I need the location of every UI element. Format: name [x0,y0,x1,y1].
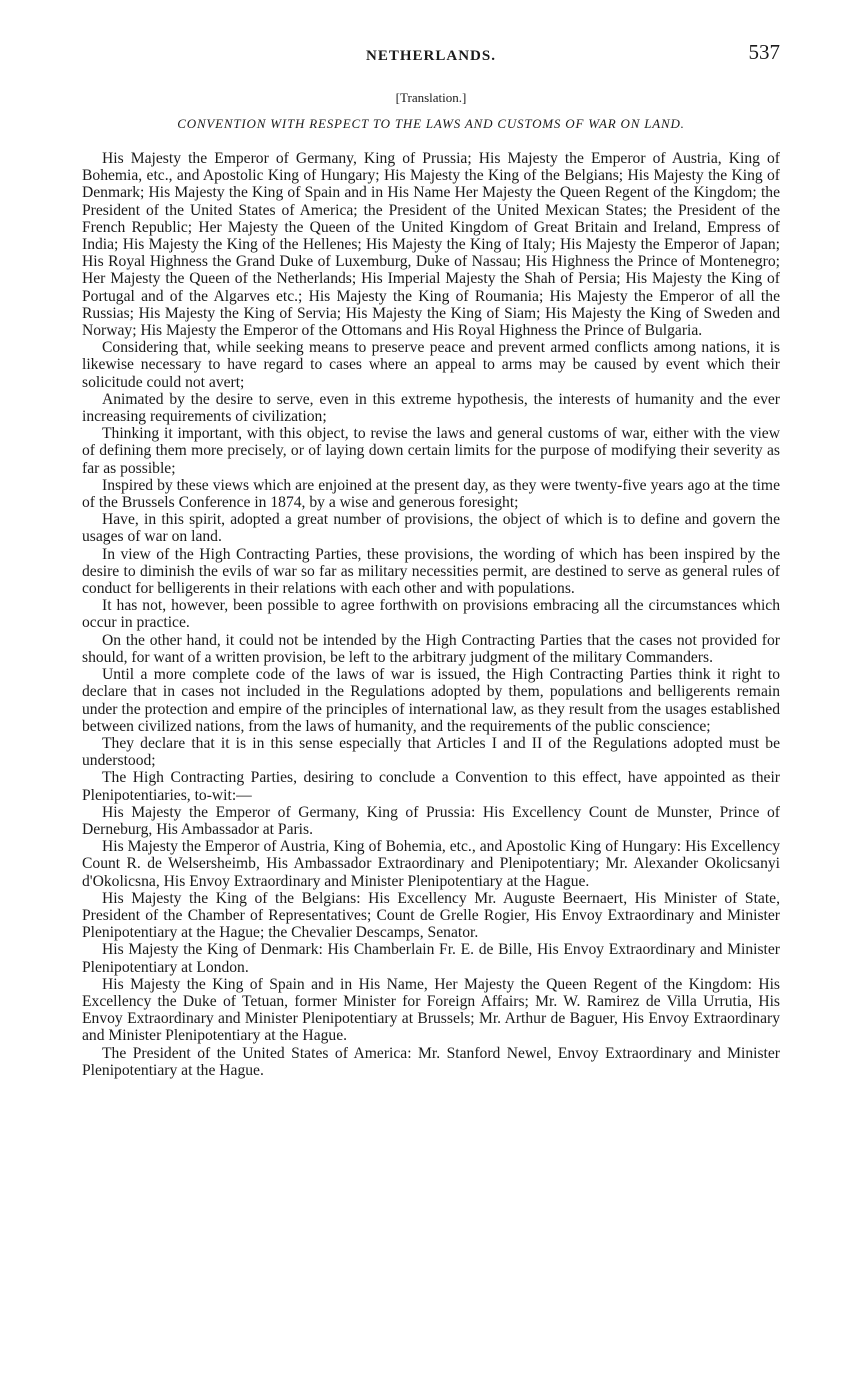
convention-title: CONVENTION WITH RESPECT TO THE LAWS AND CUSTOMS OF WAR ON LAND. [177,116,685,131]
document-page [82,40,780,1079]
translation-note: [Translation.] [395,90,467,105]
paragraph: They declare that it is in this sense especially that Articles I and II of the Regulations adopted must be understood; [82,734,780,770]
paragraph: It has not, however, been possible to agree forthwith on provisions embracing all the circumstances which occur in practice. [82,597,780,632]
paragraph: On the other hand, it could not be intended by the High Contracting Parties that the cases not provided for should, for want of a written provision, be left to the arbitrary judgment of the military Commanders. [82,631,780,666]
plenipotentiary-paragraph: His Majesty the Emperor of Germany, King of Prussia: His Excellency Count de Munster, Prince of Derneburg, His Ambassador at Paris. [82,803,780,838]
page-number: 537 [748,40,780,64]
page-header [82,40,780,70]
paragraph-preamble: His Majesty the Emperor of Germany, King of Prussia; His Majesty the Emperor of Austria, King of Bohemia, etc., and Apostolic King of Hungary; His Majesty the King of the Belgians; His Majesty the King of Denmark; His Majesty the King of Spain and in His Name Her Majesty the Queen Regent of the Kingdom; the President of the United States of America; the President of the United Mexican States; the President of the French Republic; Her Majesty the Queen of the United Kingdom of Great Britain and Ireland, Empress of India; His Majesty the King of the Hellenes; His Majesty the King of Italy; His Majesty the Emperor of Japan; His Royal Highness the Grand Duke of Luxemburg, Duke of Nassau; His Highness the Prince of Montenegro; Her Majesty the Queen of the Netherlands; His Imperial Majesty the Shah of Persia; His Majesty the King of Portugal and of the Algarves etc.; His Majesty the King of Roumania; His Majesty the Emperor of all the Russias; His Majesty the King of Servia; His Majesty the King of Siam; His Majesty the King of Sweden and Norway; His Majesty the Emperor of the Ottomans and His Royal Highness the Prince of Bulgaria. [82,150,780,340]
paragraph: Thinking it important, with this object, to revise the laws and general customs of war, either with the view of defining them more precisely, or of laying down certain limits for the purpose of modifying their severity as far as possible; [82,425,780,477]
paragraph: Until a more complete code of the laws of war is issued, the High Contracting Parties think it right to declare that in cases not included in the Regulations adopted by them, populations and belligerents remain under the protection and empire of the principles of international law, as they result from the usages established between civilized nations, from the laws of humanity, and the requirements of the public conscience; [82,666,780,735]
plenipotentiary-paragraph: His Majesty the King of the Belgians: His Excellency Mr. Auguste Beernaert, His Minister of State, President of the Chamber of Representatives; Count de Grelle Rogier, His Envoy Extraordinary and Minister Plenipotentiary at the Hague; the Chevalier Descamps, Senator. [82,889,780,942]
paragraph: Have, in this spirit, adopted a great number of provisions, the object of which is to define and govern the usages of war on land. [82,511,780,546]
paragraph: Animated by the desire to serve, even in this extreme hypothesis, the interests of humanity and the ever increasing requirements of civilization; [82,390,780,426]
plenipotentiary-paragraph: His Majesty the King of Denmark: His Chamberlain Fr. E. de Bille, His Envoy Extraordinary and Minister Plenipotentiary at London. [82,941,780,976]
paragraph: The High Contracting Parties, desiring to conclude a Convention to this effect, have appointed as their Plenipotentiaries, to-wit:— [82,769,780,804]
running-title: NETHERLANDS. [366,48,496,64]
paragraph: In view of the High Contracting Parties, these provisions, the wording of which has been inspired by the desire to diminish the evils of war so far as military necessities permit, are destined to serve as general rules of conduct for belligerents in their relations with each other and with populations. [82,545,780,598]
plenipotentiary-paragraph: The President of the United States of America: Mr. Stanford Newel, Envoy Extraordinary and Minister Plenipotentiary at the Hague. [82,1044,780,1079]
paragraph: Inspired by these views which are enjoined at the present day, as they were twenty-five years ago at the time of the Brussels Conference in 1874, by a wise and generous foresight; [82,476,780,512]
plenipotentiary-paragraph: His Majesty the King of Spain and in His Name, Her Majesty the Queen Regent of the Kingdom: His Excellency the Duke of Tetuan, former Minister for Foreign Affairs; Mr. W. Ramirez de Villa Urrutia, His Envoy Extraordinary and Minister Plenipotentiary at Brussels; Mr. Arthur de Baguer, His Envoy Extraordinary and Minister Plenipotentiary at the Hague. [82,975,780,1045]
paragraph: Considering that, while seeking means to preserve peace and prevent armed conflicts among nations, it is likewise necessary to have regard to cases where an appeal to arms may be caused by event which their solicitude could not avert; [82,339,780,391]
body-text [82,150,780,1079]
plenipotentiary-paragraph: His Majesty the Emperor of Austria, King of Bohemia, etc., and Apostolic King of Hungary: His Excellency Count R. de Welsersheimb, His Ambassador Extraordinary and Plenipotentiary; Mr. Alexander Okolicsanyi d'Okolicsna, His Envoy Extraordinary and Minister Plenipotentiary at the Hague. [82,838,780,890]
